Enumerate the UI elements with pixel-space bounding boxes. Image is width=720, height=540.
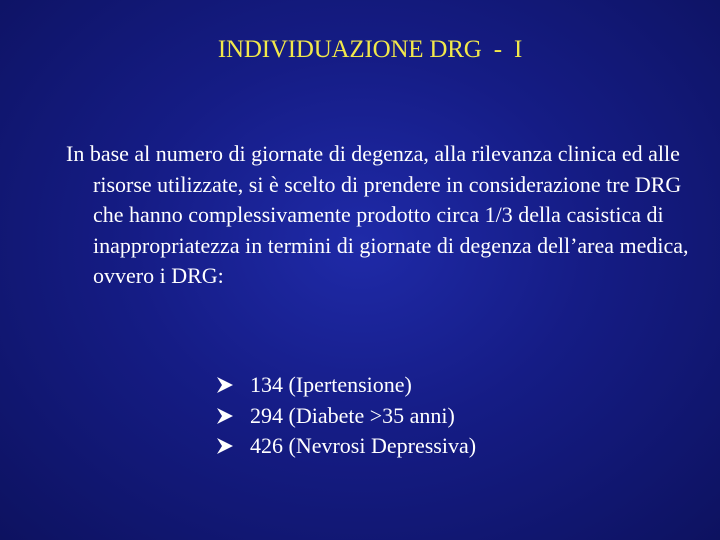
body-paragraph: In base al numero di giornate di degenza, alla rilevanza clinica ed alle risorse utilizzate, si è scelto di prendere in considerazione tre DRG che hanno complessivamente prodotto circa 1/3 della casistica di inappropriatezza in termini di giornate di degenza dell’area medica, ovvero i DRG:: [66, 141, 689, 288]
drg-list: [214, 370, 476, 462]
drg-item-label: 294 (Diabete >35 anni): [250, 402, 455, 428]
arrow-bullet-icon: [214, 435, 250, 457]
list-item: [214, 401, 476, 432]
slide-title: INDIVIDUAZIONE DRG - I: [217, 36, 523, 63]
arrow-bullet-icon: [214, 405, 250, 427]
list-item: [214, 370, 476, 401]
drg-item-label: 426 (Nevrosi Depressiva): [250, 433, 477, 458]
arrow-bullet-icon: [214, 374, 250, 396]
drg-item-label: 134 (Ipertensione): [250, 372, 412, 397]
list-item: [214, 431, 476, 462]
